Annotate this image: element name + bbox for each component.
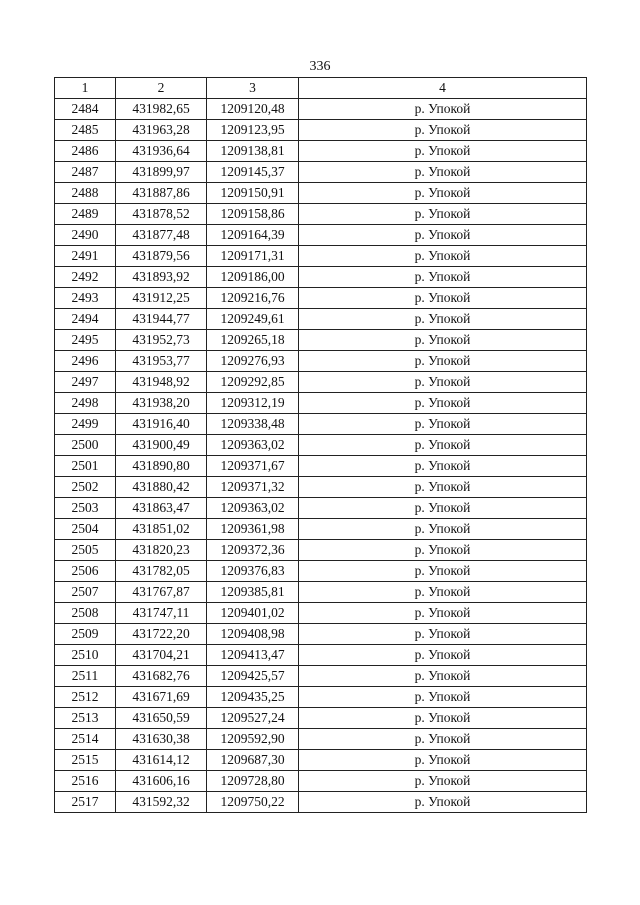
y-coordinate-cell: 1209216,76 — [207, 288, 299, 309]
table-row — [55, 582, 587, 603]
description-cell: р. Упокой — [299, 288, 587, 309]
point-number-cell: 2489 — [55, 204, 116, 225]
description-cell: р. Упокой — [299, 351, 587, 372]
x-coordinate-cell: 431878,52 — [116, 204, 207, 225]
description-cell: р. Упокой — [299, 414, 587, 435]
table-row — [55, 372, 587, 393]
point-number-cell: 2491 — [55, 246, 116, 267]
description-cell: р. Упокой — [299, 666, 587, 687]
point-number-cell: 2508 — [55, 603, 116, 624]
point-number-cell: 2499 — [55, 414, 116, 435]
description-cell: р. Упокой — [299, 582, 587, 603]
description-cell: р. Упокой — [299, 729, 587, 750]
point-number-cell: 2488 — [55, 183, 116, 204]
y-coordinate-cell: 1209158,86 — [207, 204, 299, 225]
table-row — [55, 498, 587, 519]
table-row — [55, 435, 587, 456]
point-number-cell: 2494 — [55, 309, 116, 330]
y-coordinate-cell: 1209408,98 — [207, 624, 299, 645]
point-number-cell: 2511 — [55, 666, 116, 687]
x-coordinate-cell: 431963,28 — [116, 120, 207, 141]
y-coordinate-cell: 1209371,32 — [207, 477, 299, 498]
y-coordinate-cell: 1209371,67 — [207, 456, 299, 477]
x-coordinate-cell: 431879,56 — [116, 246, 207, 267]
description-cell: р. Упокой — [299, 561, 587, 582]
x-coordinate-cell: 431936,64 — [116, 141, 207, 162]
table-row — [55, 666, 587, 687]
x-coordinate-cell: 431953,77 — [116, 351, 207, 372]
x-coordinate-cell: 431948,92 — [116, 372, 207, 393]
y-coordinate-cell: 1209401,02 — [207, 603, 299, 624]
x-coordinate-cell: 431630,38 — [116, 729, 207, 750]
y-coordinate-cell: 1209363,02 — [207, 498, 299, 519]
y-coordinate-cell: 1209435,25 — [207, 687, 299, 708]
y-coordinate-cell: 1209687,30 — [207, 750, 299, 771]
point-number-cell: 2490 — [55, 225, 116, 246]
point-number-cell: 2509 — [55, 624, 116, 645]
table-row — [55, 771, 587, 792]
page-number: 336 — [309, 59, 331, 74]
table-body — [55, 99, 587, 813]
y-coordinate-cell: 1209123,95 — [207, 120, 299, 141]
table-row — [55, 246, 587, 267]
y-coordinate-cell: 1209164,39 — [207, 225, 299, 246]
x-coordinate-cell: 431722,20 — [116, 624, 207, 645]
x-coordinate-cell: 431650,59 — [116, 708, 207, 729]
y-coordinate-cell: 1209376,83 — [207, 561, 299, 582]
description-cell: р. Упокой — [299, 519, 587, 540]
table-row — [55, 624, 587, 645]
description-cell: р. Упокой — [299, 435, 587, 456]
header-col-2: 2 — [116, 78, 207, 99]
x-coordinate-cell: 431851,02 — [116, 519, 207, 540]
x-coordinate-cell: 431767,87 — [116, 582, 207, 603]
description-cell: р. Упокой — [299, 309, 587, 330]
point-number-cell: 2486 — [55, 141, 116, 162]
description-cell: р. Упокой — [299, 771, 587, 792]
description-cell: р. Упокой — [299, 120, 587, 141]
point-number-cell: 2493 — [55, 288, 116, 309]
y-coordinate-cell: 1209312,19 — [207, 393, 299, 414]
x-coordinate-cell: 431682,76 — [116, 666, 207, 687]
point-number-cell: 2495 — [55, 330, 116, 351]
x-coordinate-cell: 431747,11 — [116, 603, 207, 624]
description-cell: р. Упокой — [299, 393, 587, 414]
y-coordinate-cell: 1209413,47 — [207, 645, 299, 666]
y-coordinate-cell: 1209425,57 — [207, 666, 299, 687]
y-coordinate-cell: 1209750,22 — [207, 792, 299, 813]
description-cell: р. Упокой — [299, 477, 587, 498]
y-coordinate-cell: 1209145,37 — [207, 162, 299, 183]
x-coordinate-cell: 431916,40 — [116, 414, 207, 435]
y-coordinate-cell: 1209249,61 — [207, 309, 299, 330]
point-number-cell: 2506 — [55, 561, 116, 582]
point-number-cell: 2502 — [55, 477, 116, 498]
y-coordinate-cell: 1209592,90 — [207, 729, 299, 750]
x-coordinate-cell: 431900,49 — [116, 435, 207, 456]
description-cell: р. Упокой — [299, 687, 587, 708]
x-coordinate-cell: 431782,05 — [116, 561, 207, 582]
description-cell: р. Упокой — [299, 141, 587, 162]
y-coordinate-cell: 1209292,85 — [207, 372, 299, 393]
description-cell: р. Упокой — [299, 267, 587, 288]
x-coordinate-cell: 431912,25 — [116, 288, 207, 309]
x-coordinate-cell: 431893,92 — [116, 267, 207, 288]
table-row — [55, 162, 587, 183]
x-coordinate-cell: 431877,48 — [116, 225, 207, 246]
x-coordinate-cell: 431887,86 — [116, 183, 207, 204]
table-row — [55, 561, 587, 582]
table-row — [55, 225, 587, 246]
description-cell: р. Упокой — [299, 792, 587, 813]
point-number-cell: 2513 — [55, 708, 116, 729]
point-number-cell: 2516 — [55, 771, 116, 792]
y-coordinate-cell: 1209372,36 — [207, 540, 299, 561]
x-coordinate-cell: 431944,77 — [116, 309, 207, 330]
x-coordinate-cell: 431671,69 — [116, 687, 207, 708]
header-col-1: 1 — [55, 78, 116, 99]
point-number-cell: 2505 — [55, 540, 116, 561]
table-row — [55, 603, 587, 624]
description-cell: р. Упокой — [299, 162, 587, 183]
x-coordinate-cell: 431863,47 — [116, 498, 207, 519]
y-coordinate-cell: 1209276,93 — [207, 351, 299, 372]
table-row — [55, 309, 587, 330]
table-row — [55, 540, 587, 561]
table-row — [55, 183, 587, 204]
table-row — [55, 645, 587, 666]
y-coordinate-cell: 1209265,18 — [207, 330, 299, 351]
x-coordinate-cell: 431899,97 — [116, 162, 207, 183]
y-coordinate-cell: 1209527,24 — [207, 708, 299, 729]
table-row — [55, 414, 587, 435]
table-row — [55, 267, 587, 288]
description-cell: р. Упокой — [299, 99, 587, 120]
description-cell: р. Упокой — [299, 540, 587, 561]
point-number-cell: 2503 — [55, 498, 116, 519]
table-row — [55, 393, 587, 414]
y-coordinate-cell: 1209363,02 — [207, 435, 299, 456]
description-cell: р. Упокой — [299, 708, 587, 729]
table-row — [55, 750, 587, 771]
point-number-cell: 2504 — [55, 519, 116, 540]
y-coordinate-cell: 1209150,91 — [207, 183, 299, 204]
x-coordinate-cell: 431952,73 — [116, 330, 207, 351]
coordinates-table — [54, 77, 587, 813]
point-number-cell: 2485 — [55, 120, 116, 141]
x-coordinate-cell: 431820,23 — [116, 540, 207, 561]
table-row — [55, 120, 587, 141]
x-coordinate-cell: 431938,20 — [116, 393, 207, 414]
description-cell: р. Упокой — [299, 225, 587, 246]
description-cell: р. Упокой — [299, 750, 587, 771]
description-cell: р. Упокой — [299, 603, 587, 624]
description-cell: р. Упокой — [299, 498, 587, 519]
table-row — [55, 330, 587, 351]
description-cell: р. Упокой — [299, 624, 587, 645]
y-coordinate-cell: 1209361,98 — [207, 519, 299, 540]
table-row — [55, 456, 587, 477]
point-number-cell: 2500 — [55, 435, 116, 456]
y-coordinate-cell: 1209138,81 — [207, 141, 299, 162]
x-coordinate-cell: 431704,21 — [116, 645, 207, 666]
description-cell: р. Упокой — [299, 183, 587, 204]
point-number-cell: 2514 — [55, 729, 116, 750]
description-cell: р. Упокой — [299, 456, 587, 477]
table-row — [55, 351, 587, 372]
point-number-cell: 2510 — [55, 645, 116, 666]
x-coordinate-cell: 431890,80 — [116, 456, 207, 477]
header-row — [55, 78, 587, 99]
table-row — [55, 708, 587, 729]
table-row — [55, 792, 587, 813]
y-coordinate-cell: 1209171,31 — [207, 246, 299, 267]
x-coordinate-cell: 431614,12 — [116, 750, 207, 771]
point-number-cell: 2517 — [55, 792, 116, 813]
point-number-cell: 2487 — [55, 162, 116, 183]
x-coordinate-cell: 431606,16 — [116, 771, 207, 792]
point-number-cell: 2496 — [55, 351, 116, 372]
point-number-cell: 2484 — [55, 99, 116, 120]
description-cell: р. Упокой — [299, 645, 587, 666]
x-coordinate-cell: 431982,65 — [116, 99, 207, 120]
table-row — [55, 729, 587, 750]
x-coordinate-cell: 431880,42 — [116, 477, 207, 498]
point-number-cell: 2512 — [55, 687, 116, 708]
table-row — [55, 141, 587, 162]
table-header — [55, 78, 587, 99]
description-cell: р. Упокой — [299, 372, 587, 393]
point-number-cell: 2498 — [55, 393, 116, 414]
table-row — [55, 519, 587, 540]
point-number-cell: 2497 — [55, 372, 116, 393]
y-coordinate-cell: 1209385,81 — [207, 582, 299, 603]
y-coordinate-cell: 1209728,80 — [207, 771, 299, 792]
point-number-cell: 2492 — [55, 267, 116, 288]
y-coordinate-cell: 1209120,48 — [207, 99, 299, 120]
header-col-3: 3 — [207, 78, 299, 99]
description-cell: р. Упокой — [299, 330, 587, 351]
point-number-cell: 2507 — [55, 582, 116, 603]
header-col-4: 4 — [299, 78, 587, 99]
point-number-cell: 2501 — [55, 456, 116, 477]
x-coordinate-cell: 431592,32 — [116, 792, 207, 813]
table-row — [55, 477, 587, 498]
y-coordinate-cell: 1209338,48 — [207, 414, 299, 435]
description-cell: р. Упокой — [299, 246, 587, 267]
table-row — [55, 204, 587, 225]
table-row — [55, 288, 587, 309]
y-coordinate-cell: 1209186,00 — [207, 267, 299, 288]
description-cell: р. Упокой — [299, 204, 587, 225]
table-row — [55, 99, 587, 120]
point-number-cell: 2515 — [55, 750, 116, 771]
table-row — [55, 687, 587, 708]
